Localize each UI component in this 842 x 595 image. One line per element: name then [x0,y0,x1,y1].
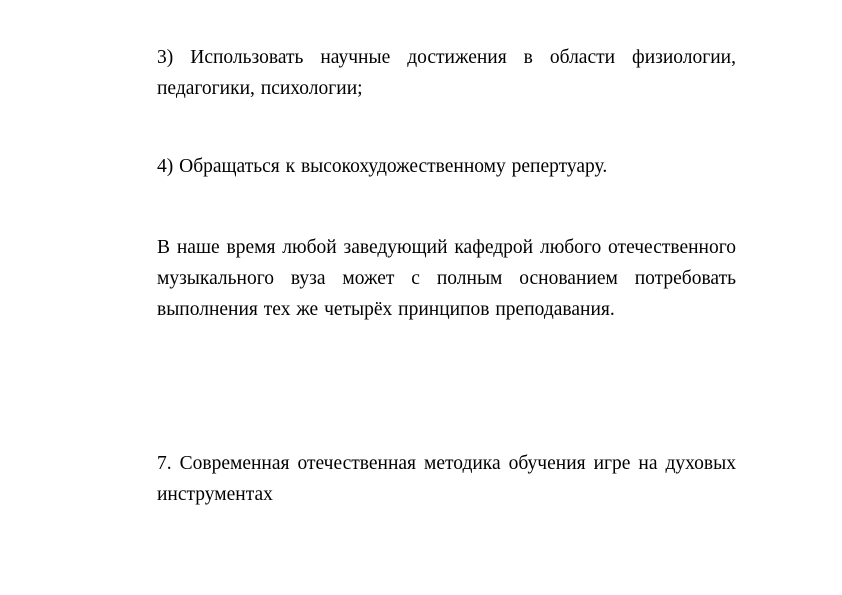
section-heading: 7. Современная отечественная методика обучения игре на духовых инструментах [157,453,736,505]
list-item-3: 3) Использовать научные достижения в области физиологии, педагогики, психологии; [157,47,736,99]
body-paragraph: В наше время любой заведующий кафедрой любого отечественного музыкального вуза может с полным основанием потребовать выполнения тех же четырёх принципов преподавания. [157,237,736,320]
list-item-4: 4) Обращаться к высокохудожественному репертуару. [157,156,608,177]
